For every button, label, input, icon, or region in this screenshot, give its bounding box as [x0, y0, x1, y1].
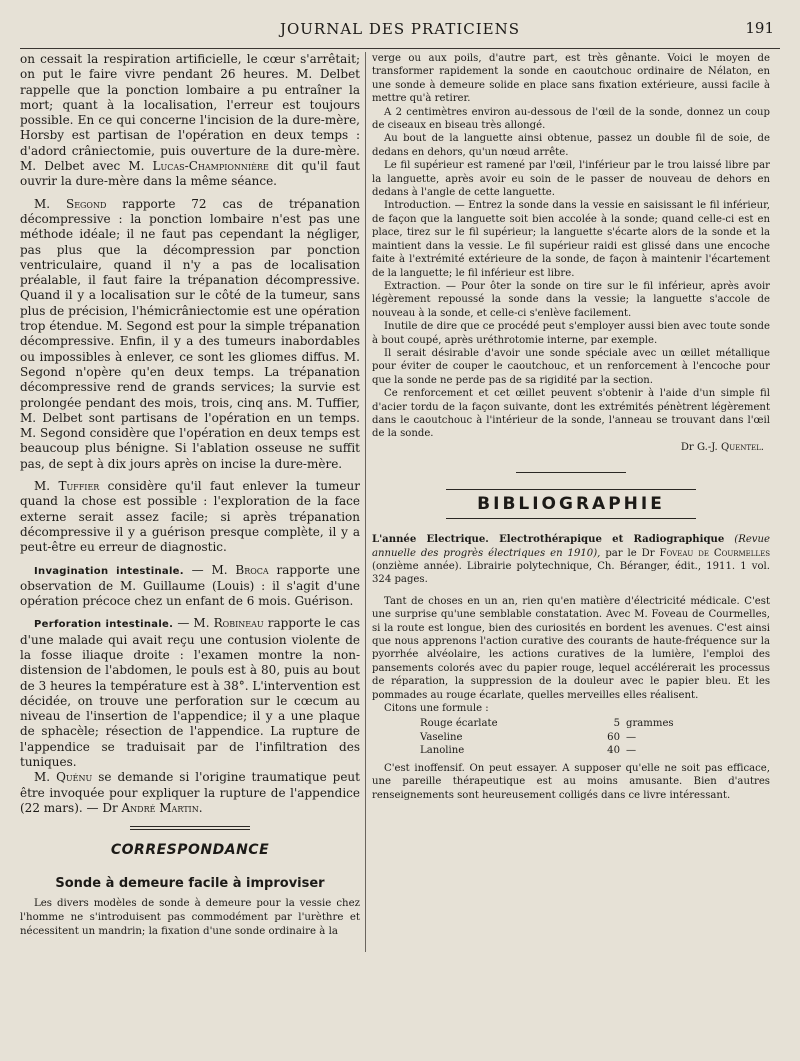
paragraph: Tant de choses en un an, rien qu'en matière d'électricité médicale. C'est une surprise qu'une semblable constatation. Avec M. Foveau de Courmelles, si la route est longue, bien des curiosités en bordent les avenues. C'est ainsi que nous apprenons l'action curative des courants de haute-fréquence sur la pyorrhée alvéolaire, les actions curatives de la lumière, l'emploi des pansements colorés avec du papier rouge, lequel accélérerait les processus de réparation, la suppression de la douleur avec le papier bleu. Et les pommades au rouge écarlate, quelles merveilles elles réalisent. [372, 595, 770, 701]
signature: Dr G.-J. Quentel. [680, 441, 764, 453]
section-heading: CORRESPONDANCE [110, 842, 270, 859]
article-title: Sonde à demeure facile à improviser [55, 876, 325, 892]
section-heading: BIBLIOGRAPHIE [446, 489, 696, 519]
left-column [20, 52, 360, 939]
running-title: JOURNAL DES PRATICIENS [279, 20, 521, 38]
paragraph: Au bout de la languette ainsi obtenue, passez un double fil de soie, de dedans en dehors, qu'un nœud arrête. [372, 133, 770, 158]
page-number: 191 [745, 19, 774, 37]
right-column [372, 52, 770, 802]
paragraph: verge ou aux poils, d'autre part, est très gênante. Voici le moyen de transformer rapidement la sonde en caoutchouc ordinaire de Nélaton, en une sonde à demeure solide en place sans fixation extérieure, aussi facile à mettre qu'à retirer. [372, 53, 770, 105]
paragraph: M. Quénu se demande si l'origine traumatique peut être invoquée pour expliquer la rupture de l'appendice (22 mars). — Dr André Martin. [20, 770, 360, 815]
page-header [20, 14, 780, 49]
paragraph: Le fil supérieur est ramené par l'œil, l'inférieur par le trou laissé libre par la languette, après avoir eu soin de le passer de nouveau de dehors en dedans à l'angle de cette languette. [372, 160, 770, 199]
formula-table [420, 717, 770, 757]
section-rule [516, 472, 626, 473]
paragraph: Les divers modèles de sonde à demeure pour la vessie chez l'homme ne s'introduisent pas commodément par l'urèthre et nécessitent un mandrin; la fixation d'une sonde ordinaire à la [20, 898, 360, 937]
paragraph: Inutile de dire que ce procédé peut s'employer aussi bien avec toute sonde à bout coupé, après uréthrotomie interne, par exemple. [372, 321, 770, 346]
bibliographic-reference: L'année Electrique. Electrothérapique et Radiographique (Revue annuelle des progrès électriques en 1910), par le Dr Foveau de Courmelles (onzième année). Librairie polytechnique, Ch. Béranger, édit., 1911. 1 vol. 324 pages. [372, 534, 770, 586]
rubric: Perforation intestinale. [34, 619, 174, 631]
paragraph: on cessait la respiration artificielle, le cœur s'arrêtait; on put le faire vivre pendant 26 heures. M. Delbet rappelle que la ponction lombaire a pu entraîner la mort; quant à la localisation, l'erreur est toujours possible. En ce qui concerne l'incision de la dure-mère, Horsby est partisan de l'opération en deux temps : d'adord crâniectomie, puis ouverture de la dure-mère. M. Delbet avec M. Lucas-Championnière dit qu'il faut ouvrir la dure-mère dans la même séance. [20, 52, 360, 189]
paragraph: Il serait désirable d'avoir une sonde spéciale avec un œillet métallique pour éviter de couper le caoutchouc, et un renforcement à l'encoche pour que la sonde ne perde pas de sa rigidité par la section. [372, 347, 770, 386]
paragraph: Extraction. — Pour ôter la sonde on tire sur le fil inférieur, après avoir légèrement repoussé la sonde dans la vessie; la languette s'accole de nouveau à la sonde, et celle-ci s'enlève facilement. [372, 280, 770, 319]
formula-row: Rouge écarlate 5 grammes [420, 718, 674, 730]
paragraph: Citons une formule : [384, 703, 489, 715]
formula-row: Lanoline 40 — [420, 745, 637, 757]
paragraph: M. Tuffier considère qu'il faut enlever la tumeur quand la chose est possible : l'exploration de la face externe serait assez facile; si après trépanation décompressive il y a guérison presque complète, il y a peut-être eu erreur de diagnostic. [20, 479, 360, 555]
section-rule [130, 829, 250, 830]
formula-row: Vaseline 60 — [420, 731, 637, 743]
paragraph: Introduction. — Entrez la sonde dans la vessie en saisissant le fil inférieur, de façon que la languette soit bien accolée à la sonde; quand celle-ci est en place, tirez sur le fil supérieur; la languette s'écarte alors de la sonde et la maintient dans la vessie. Le fil supérieur raidi est glissé dans une encoche faite à l'extrémité extérieure de la sonde, de façon à maintenir l'écartement de la languette; le fil inférieur est libre. [372, 200, 770, 279]
rubric: Invagination intestinale. [34, 565, 184, 577]
paragraph: Invagination intestinale. — M. Broca rapporte une observation de M. Guillaume (Louis) : il s'agit d'une opération précoce chez un enfant de 6 mois. Guérison. [20, 562, 360, 609]
paragraph: Perforation intestinale. — M. Robineau rapporte le cas d'une malade qui avait reçu une contusion violente de la fosse iliaque droite : l'examen montre la non-distension de l'abdomen, le pouls est à 80, puis au bout de 3 heures la température est à 38°. L'intervention est décidée, on trouve une perforation sur le cœcum au niveau de l'insertion de l'appendice; il y a une plaque de sphacèle; résection de l'appendice. La rupture de l'appendice se traduisait par de l'infiltration des tuniques. [20, 616, 360, 770]
column-divider [365, 52, 366, 952]
paragraph: Ce renforcement et cet œillet peuvent s'obtenir à l'aide d'un simple fil d'acier tordu de la façon suivante, dont les extrémités pénètrent légèrement dans le caoutchouc à l'intérieur de la sonde, l'anneau se trouvant dans l'œil de la sonde. [372, 388, 770, 440]
section-rule [130, 826, 250, 827]
paragraph: C'est inoffensif. On peut essayer. A supposer qu'elle ne soit pas efficace, une pareille thérapeutique est au moins amusante. Bien d'autres renseignements sont heureusement colligés dans ce livre intéressant. [372, 762, 770, 801]
paragraph: M. Segond rapporte 72 cas de trépanation décompressive : la ponction lombaire n'est pas une méthode idéale; il ne faut pas cependant la négliger, pas plus que la décompression par ponction ventriculaire, quand il n'y a pas de localisation préalable, il faut faire la trépanation décompressive. Quand il y a localisation sur le côté de la tumeur, sans plus de précision, l'hémicrâniectomie est une opération trop étendue. M. Segond est pour la simple trépanation décompressive. Enfin, il y a des tumeurs inabordables ou impossibles à enlever, ce sont les gliomes diffus. M. Segond n'opère qu'en deux temps. La trépanation décompressive rend de grands services; la survie est prolongée pendant des mois, trois, cinq ans. M. Tuffier, M. Delbet sont partisans de l'opération en un temps. M. Segond considère que l'opération en deux temps est beaucoup plus bénigne. Si l'ablation osseuse ne suffit pas, de sept à dix jours après on incise la dure-mère. [20, 196, 360, 471]
paragraph: A 2 centimètres environ au-dessous de l'œil de la sonde, donnez un coup de ciseaux en biseau très allongé. [372, 106, 770, 132]
